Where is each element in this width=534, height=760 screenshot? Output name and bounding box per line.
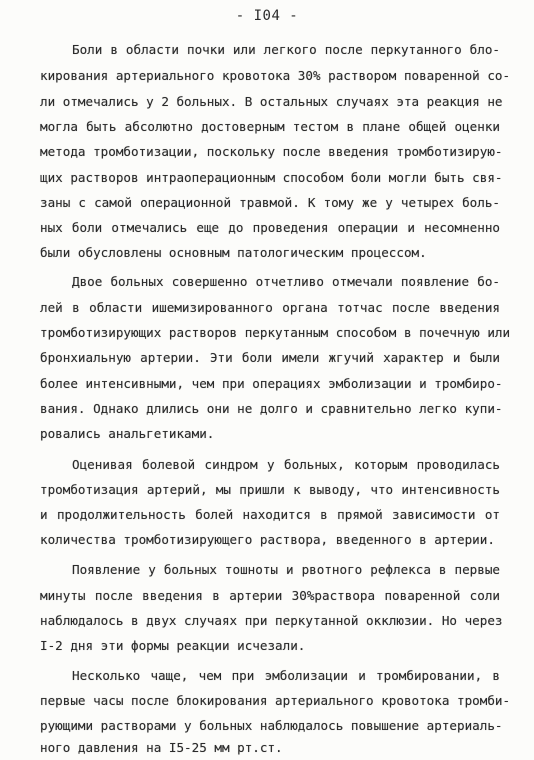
text-line: Появление у больных тошноты и рвотного рефлекса в первые [72,562,500,577]
text-line: ного давления на I5-25 мм рт.ст. [40,740,283,755]
text-line: более интенсивными, чем при операциях эмболизации и тромбиро- [40,376,503,391]
text-line: лей в области ишемизированного органа тотчас после введения [40,300,500,315]
text-line: I-2 дня эти формы реакции исчезали. [40,638,306,653]
text-line: Несколько чаще, чем при эмболизации и тромбировании, в [72,668,500,683]
text-line: кирования артериального кровотока 30% раствором поваренной со- [40,68,511,83]
text-line: наблюдалось в двух случаях при перкутанной окклюзии. Но через [40,613,503,628]
text-line: и продолжительность болей находится в прямой зависимости от [40,507,500,522]
text-line: Двое больных совершенно отчетливо отмечали появление бо- [72,274,500,289]
text-line: Боли в области почки или легкого после перкутанного бло- [72,42,500,57]
text-line: щих растворов интраоперационным способом боли могли быть свя- [40,170,503,185]
text-line: были обусловлены основным патологическим процессом. [40,245,427,260]
text-line: первые часы после блокирования артериального кровотока тромби- [40,693,511,708]
text-line: минуты после введения в артерии 30%раствора поваренной соли [40,588,500,603]
text-line: вания. Однако длились они не долго и сравнительно легко купи- [40,401,503,416]
text-line: заны с самой операционной травмой. К тому же у четырех боль- [40,195,500,210]
text-line: могла быть абсолютно достоверным тестом в плане общей оценки [40,119,500,134]
text-line: количества тромботизирующего раствора, введенного в артерии. [40,532,495,547]
text-line: Оценивая болевой синдром у больных, которым проводилась [72,457,500,472]
page-number: - I04 - [235,8,299,24]
text-line: метода тромботизации, поскольку после введения тромботизирую- [40,144,503,159]
text-line: ных боли отмечались еще до проведения операции и несомненно [40,220,500,235]
text-line: бронхиальную артерии. Эти боли имели жгучий характер и были [40,350,500,365]
text-line: ли отмечались у 2 больных. В остальных случаях эта реакция не [40,94,503,109]
text-line: рующими растворами у больных наблюдалось повышение артериаль- [40,718,503,733]
text-line: ровались анальгетиками. [40,426,215,441]
text-line: тромботизирующих растворов перкутанным способом в почечную или [40,325,511,340]
text-line: тромботизация артерий, мы пришли к выводу, что интенсивность [40,482,500,497]
